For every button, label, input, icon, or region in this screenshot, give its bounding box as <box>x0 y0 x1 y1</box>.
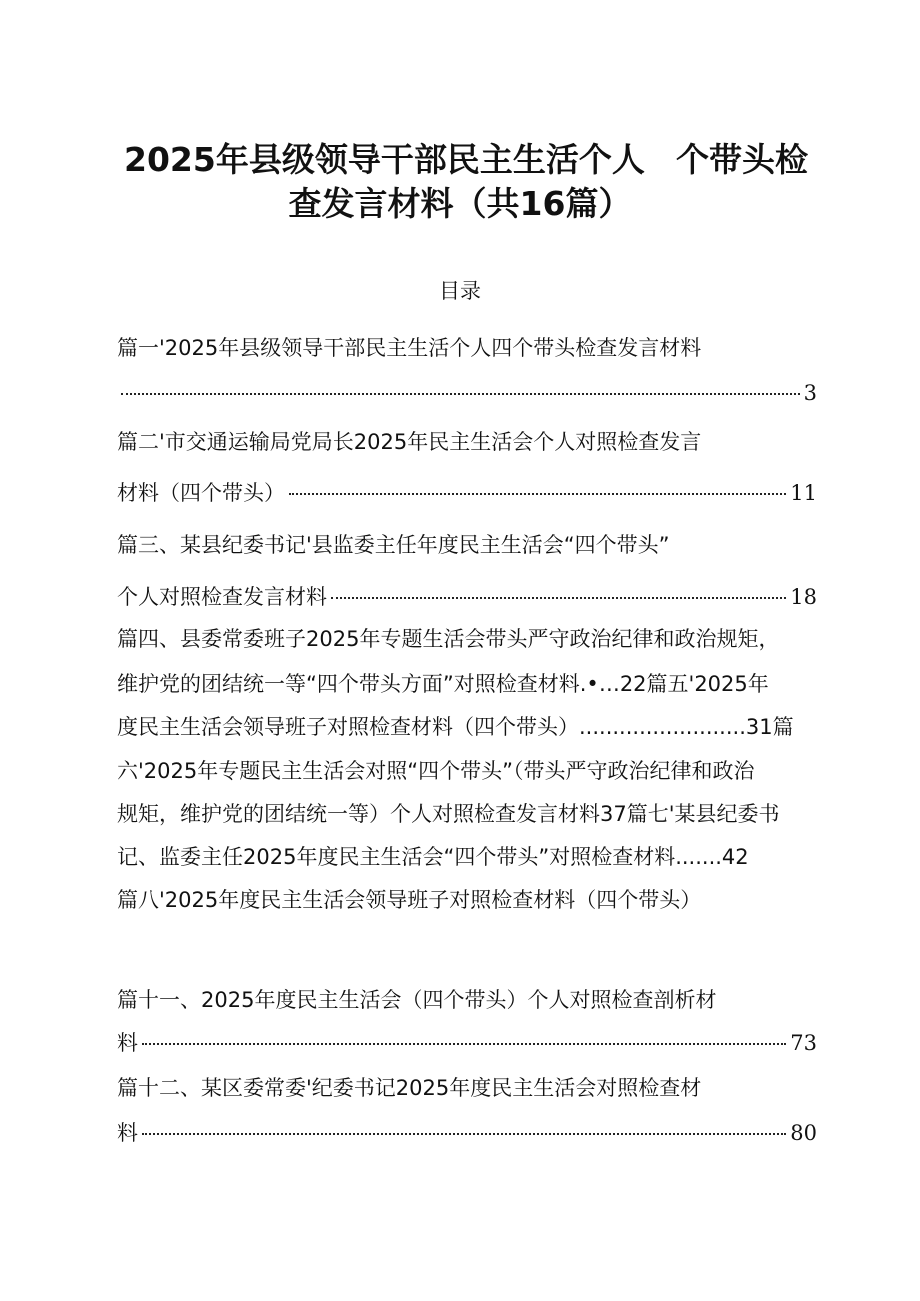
toc-entry-1-leader[interactable] <box>117 378 817 408</box>
toc-entry-3-leader[interactable] <box>117 582 817 612</box>
toc-entry-12-page: 80 <box>790 1121 817 1145</box>
toc-runon-line-2[interactable]: 维护党的团结统一等“四个带头方面”对照检查材料.•…22篇五'2025年 <box>117 672 769 696</box>
toc-entry-3-continuation: 个人对照检查发言材料 <box>117 585 327 609</box>
toc-entry-2-continuation: 材料（四个带头） <box>117 481 285 505</box>
toc-entry-11-continuation: 料 <box>117 1031 138 1055</box>
toc-entry-1-page: 3 <box>803 381 817 405</box>
toc-runon-line-4[interactable]: 六'2025年专题民主生活会对照“四个带头”（带头严守政治纪律和政治 <box>117 759 755 783</box>
toc-runon-line-1[interactable]: 篇四、县委常委班子2025年专题生活会带头严守政治纪律和政治规矩， <box>117 627 780 651</box>
dot-leader <box>142 1133 786 1135</box>
toc-runon-line-7[interactable]: 篇八'2025年度民主生活会领导班子对照检查材料（四个带头） <box>117 888 702 912</box>
title-part-1: 2025年县级领导干部民主生活个人 <box>124 140 645 179</box>
dot-leader <box>142 1043 786 1045</box>
toc-entry-11-leader[interactable] <box>117 1028 817 1058</box>
toc-entry-2-page: 11 <box>790 481 817 505</box>
document-title-line-2: 查发言材料（共16篇） <box>288 184 632 223</box>
toc-entry-2-title[interactable]: 篇二'市交通运输局党局长2025年民主生活会个人对照检查发言 <box>117 430 702 454</box>
dot-leader <box>289 493 786 495</box>
dot-leader <box>331 597 786 599</box>
toc-entry-12-title[interactable]: 篇十二、某区委常委'纪委书记2025年度民主生活会对照检查材 <box>117 1076 702 1100</box>
toc-heading: 目录 <box>439 279 481 303</box>
toc-entry-3-title[interactable]: 篇三、某县纪委书记'县监委主任年度民主生活会“四个带头” <box>117 533 670 557</box>
toc-entry-3-page: 18 <box>790 585 817 609</box>
toc-entry-11-page: 73 <box>790 1031 817 1055</box>
toc-runon-line-5[interactable]: 规矩，维护党的团结统一等）个人对照检查发言材料37篇七'某县纪委书 <box>117 802 780 826</box>
toc-entry-2-leader[interactable] <box>117 478 817 508</box>
dot-leader <box>121 393 800 395</box>
toc-entry-1-title[interactable]: 篇一'2025年县级领导干部民主生活个人四个带头检查发言材料 <box>117 336 702 360</box>
toc-runon-line-3[interactable]: 度民主生活会领导班子对照检查材料（四个带头）.........................31篇 <box>117 715 794 739</box>
toc-entry-12-continuation: 料 <box>117 1121 138 1145</box>
title-part-2: 个带头检 <box>676 140 808 179</box>
toc-runon-line-6[interactable]: 记、监委主任2025年度民主生活会“四个带头”对照检查材料.......42 <box>117 845 749 869</box>
toc-entry-12-leader[interactable] <box>117 1118 817 1148</box>
toc-entry-11-title[interactable]: 篇十一、2025年度民主生活会（四个带头）个人对照检查剖析材 <box>117 988 717 1012</box>
